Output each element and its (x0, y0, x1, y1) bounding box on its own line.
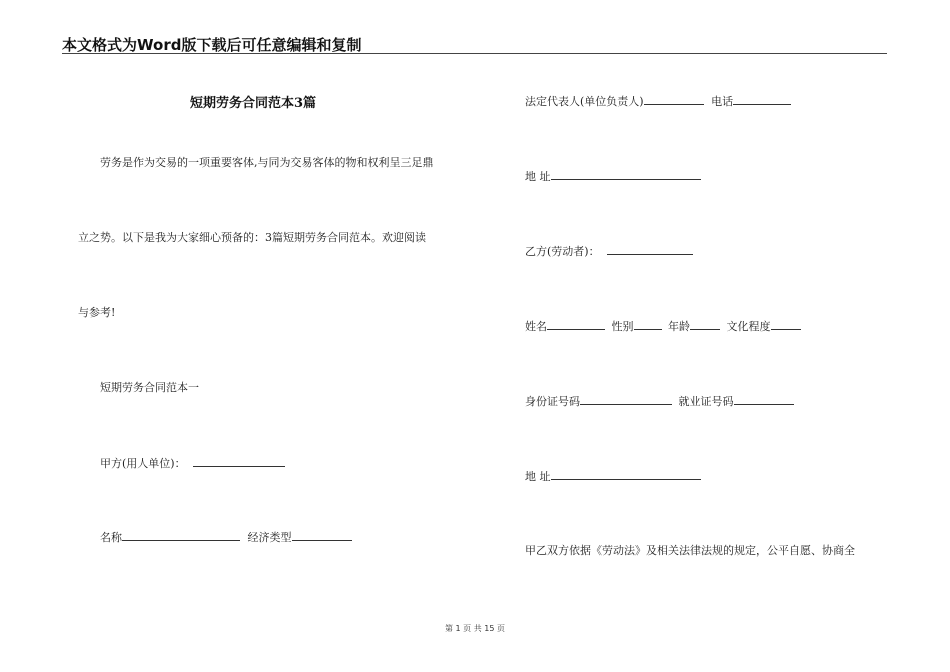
legal-rep-row (525, 94, 791, 109)
party-a-row (100, 456, 285, 471)
address-row-1 (525, 169, 701, 184)
legal-rep-label: 法定代表人(单位负责人) (525, 95, 644, 108)
gender-field[interactable] (634, 319, 662, 330)
party-b-field[interactable] (607, 244, 693, 255)
header-divider (62, 53, 887, 54)
address-label-1: 地 址 (525, 170, 551, 183)
phone-field[interactable] (733, 94, 791, 105)
intro-line-3: 与参考! (78, 306, 116, 319)
page-footer: 第 1 页 共 15 页 (445, 624, 505, 633)
surname-field[interactable] (547, 319, 605, 330)
age-label: 年龄 (668, 320, 690, 333)
party-b-label: 乙方(劳动者)： (525, 245, 600, 258)
gender-label: 性别 (611, 320, 634, 333)
name-field[interactable] (122, 530, 240, 541)
phone-label: 电话 (711, 95, 734, 108)
address-label-2: 地 址 (525, 470, 551, 483)
intro-line-1: 劳务是作为交易的一项重要客体,与同为交易客体的物和权利呈三足鼎 (100, 156, 434, 169)
economic-type-field[interactable] (292, 530, 352, 541)
id-number-field[interactable] (580, 394, 672, 405)
name-type-row (100, 530, 352, 545)
education-field[interactable] (771, 319, 801, 330)
intro-line-2: 立之势。以下是我为大家细心预备的：3篇短期劳务合同范本。欢迎阅读 (78, 231, 426, 244)
party-a-label: 甲方(用人单位)： (100, 457, 186, 470)
id-row (525, 394, 794, 409)
address-field-2[interactable] (551, 469, 701, 480)
education-label: 文化程度 (726, 320, 771, 333)
party-a-field[interactable] (193, 456, 285, 467)
age-field[interactable] (690, 319, 720, 330)
economic-type-label: 经济类型 (247, 531, 292, 544)
surname-label: 姓名 (525, 320, 547, 333)
address-row-2 (525, 469, 701, 484)
personal-info-row (525, 319, 801, 334)
document-title: 短期劳务合同范本3篇 (190, 96, 317, 111)
employment-cert-label: 就业证号码 (678, 395, 734, 408)
address-field-1[interactable] (551, 169, 701, 180)
employment-cert-field[interactable] (734, 394, 794, 405)
document-header: 本文格式为Word版下载后可任意编辑和复制 (62, 36, 362, 54)
legal-rep-field[interactable] (644, 94, 704, 105)
section-heading: 短期劳务合同范本一 (100, 381, 199, 394)
party-b-row (525, 244, 693, 259)
id-number-label: 身份证号码 (525, 395, 580, 408)
agreement-line: 甲乙双方依据《劳动法》及相关法律法规的规定，公平自愿、协商全 (525, 544, 855, 557)
name-label: 名称 (100, 531, 122, 544)
